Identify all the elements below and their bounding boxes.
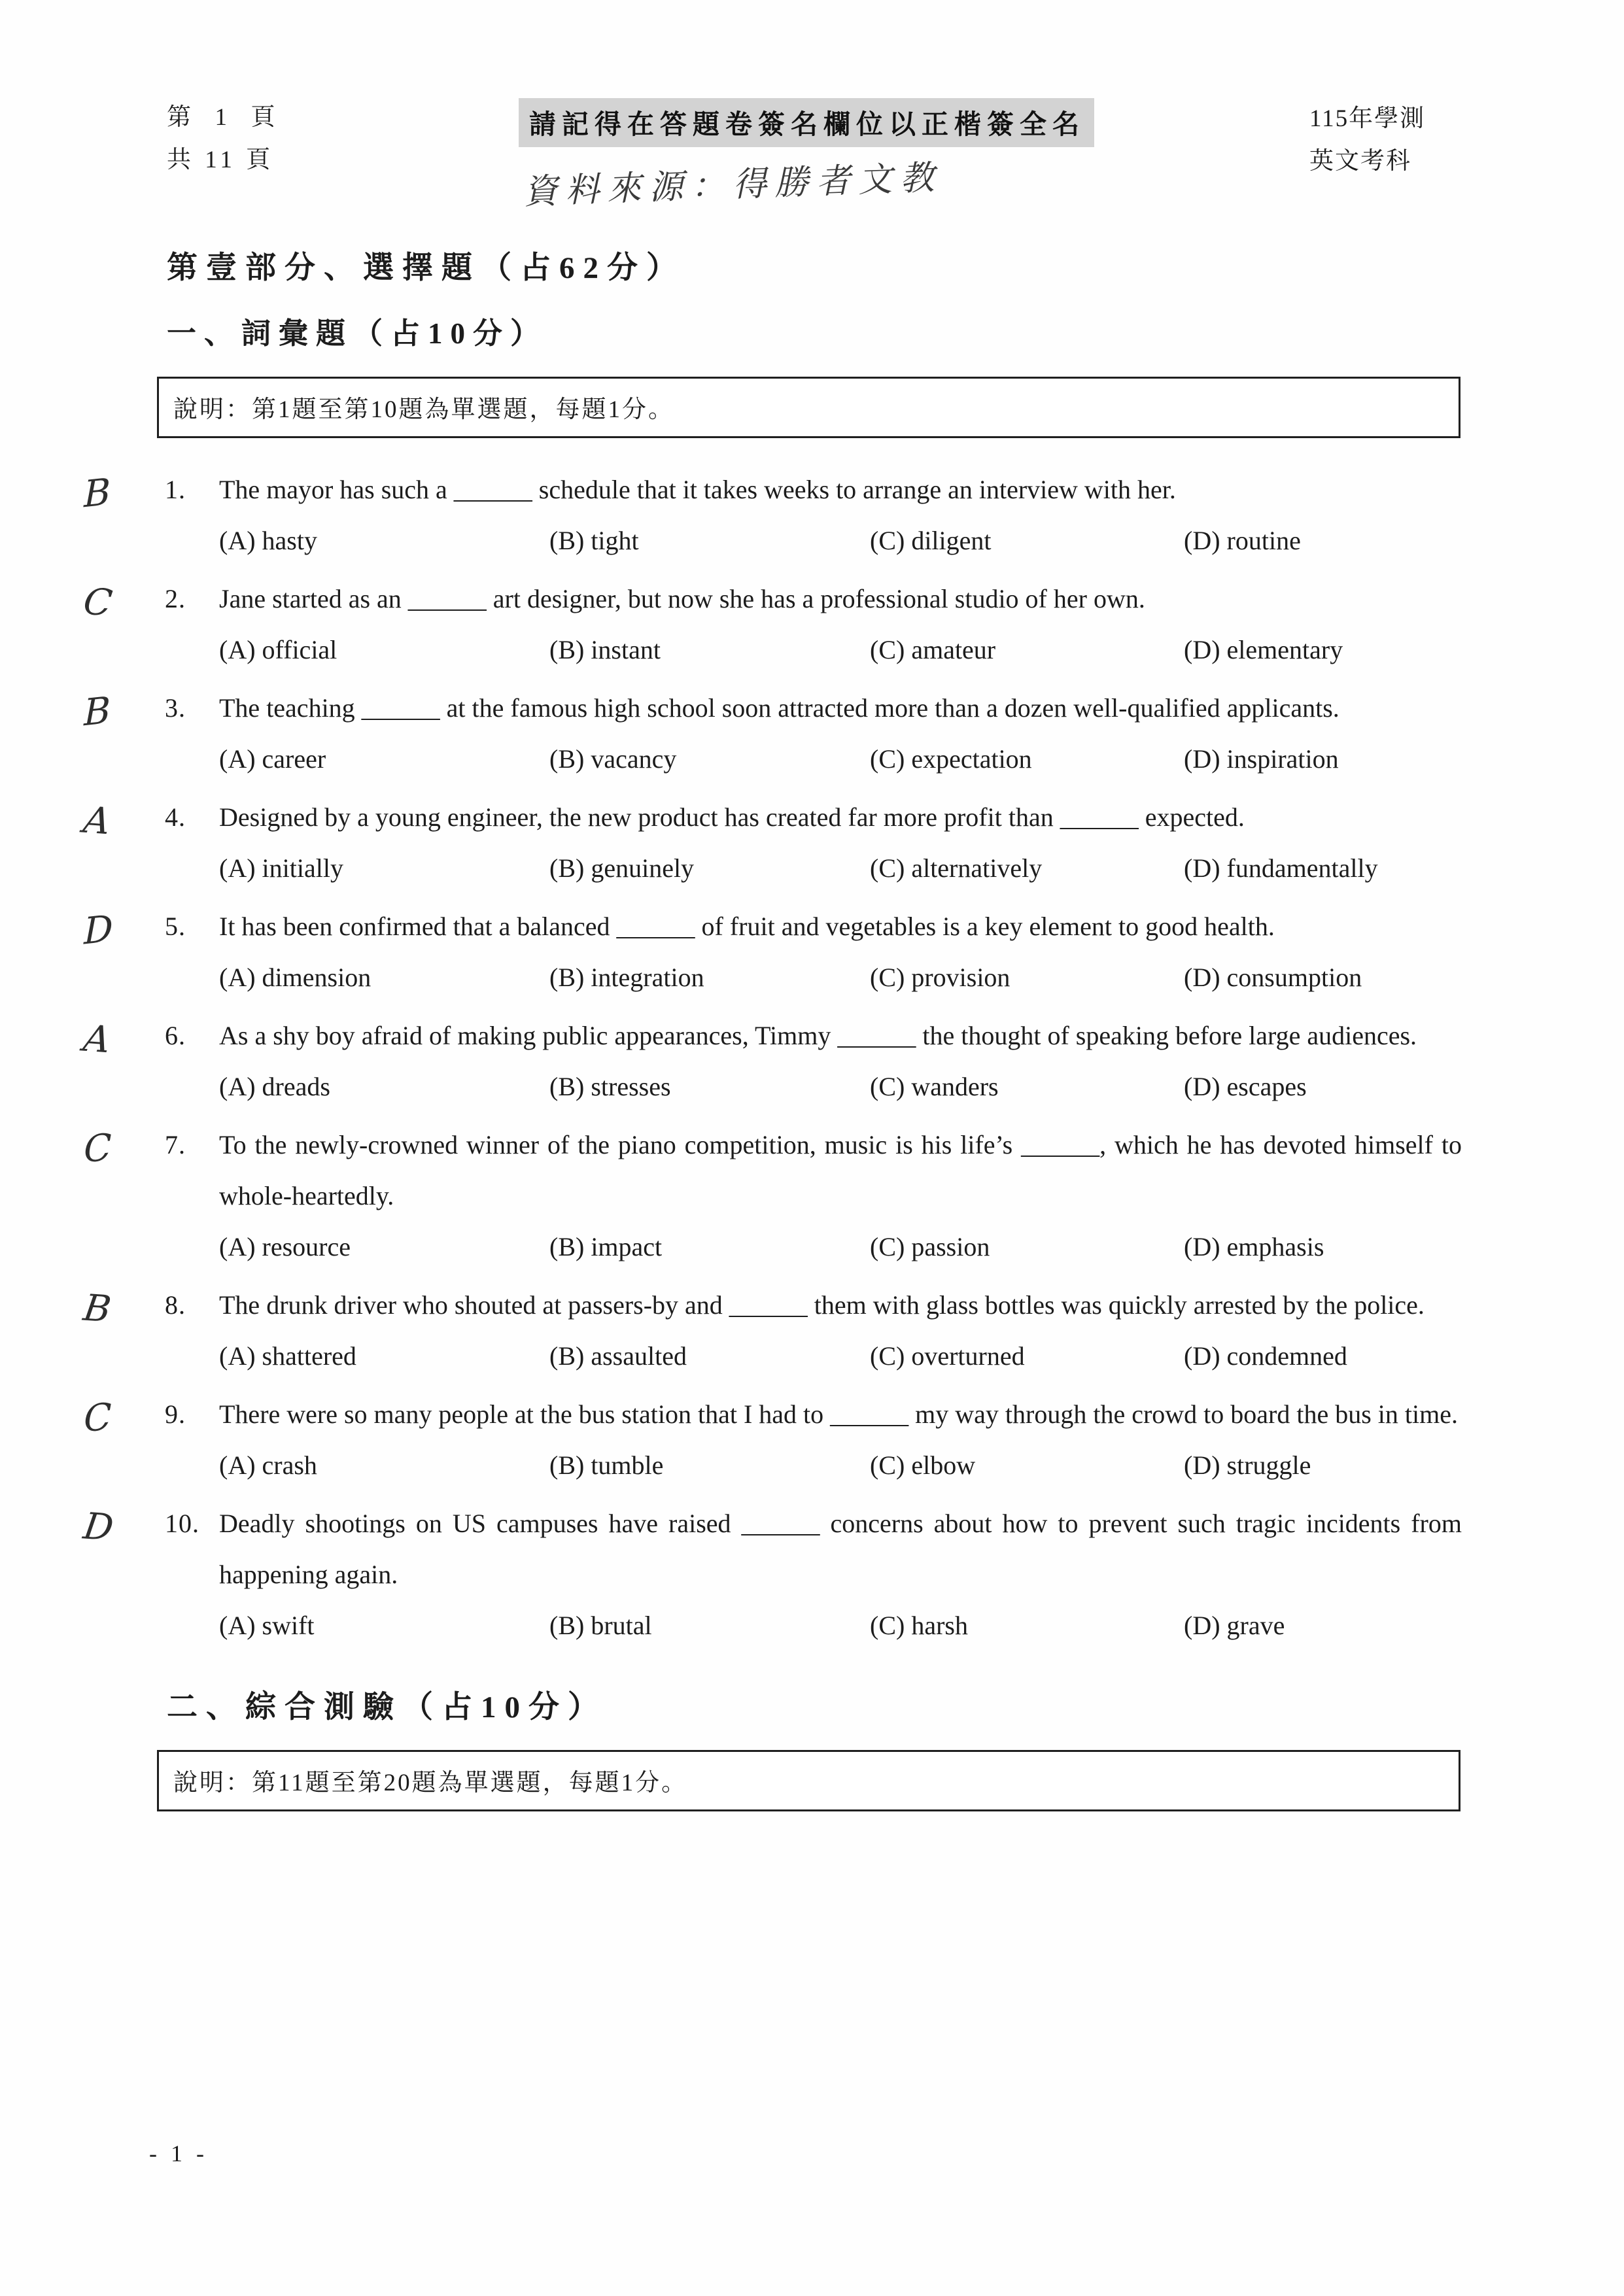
question-number: 5. bbox=[165, 912, 186, 941]
option-c: (C) passion bbox=[870, 1232, 990, 1261]
option-a: (A) career bbox=[219, 744, 326, 774]
option-d: (D) escapes bbox=[1184, 1072, 1307, 1101]
question-stem: The teaching ______ at the famous high school soon attracted more than a dozen well-qualified applicants. bbox=[219, 693, 1339, 723]
option-b: (B) tumble bbox=[549, 1450, 664, 1480]
section1-title: 一、詞彙題（占10分） bbox=[167, 317, 548, 350]
part1-title: 第壹部分、選擇題（占62分） bbox=[167, 251, 685, 285]
question-stem: To the newly-crowned winner of the piano competition, music is his life’s ______, which he has devoted himself to whole-heartedly. bbox=[219, 1130, 1462, 1210]
option-b: (B) brutal bbox=[549, 1611, 652, 1640]
option-a: (A) dreads bbox=[219, 1072, 330, 1101]
option-d: (D) consumption bbox=[1184, 963, 1362, 992]
options-row bbox=[219, 515, 1462, 566]
exam-year-label: 115年學測 bbox=[1309, 105, 1426, 132]
options-row bbox=[219, 1061, 1462, 1112]
options-row bbox=[219, 952, 1462, 1003]
page-count-block bbox=[167, 97, 279, 182]
question-item bbox=[80, 1498, 1462, 1651]
question-number: 3. bbox=[165, 693, 186, 723]
handwritten-answer-mark: C bbox=[80, 580, 115, 625]
option-c: (C) elbow bbox=[870, 1450, 976, 1480]
question-stem: It has been confirmed that a balanced ______ of fruit and vegetables is a key element to good health. bbox=[219, 912, 1275, 941]
question-stem: The drunk driver who shouted at passers-by and ______ them with glass bottles was quickly arrested by the police. bbox=[219, 1290, 1425, 1320]
option-a: (A) dimension bbox=[219, 963, 371, 992]
signature-notice: 請記得在答題卷簽名欄位以正楷簽全名 bbox=[519, 98, 1094, 147]
options-row bbox=[219, 734, 1462, 785]
question-number: 7. bbox=[165, 1130, 186, 1159]
option-b: (B) assaulted bbox=[549, 1341, 687, 1371]
option-a: (A) initially bbox=[219, 853, 343, 883]
option-a: (A) official bbox=[219, 635, 337, 664]
section2-title: 二、綜合測驗（占10分） bbox=[167, 1690, 607, 1724]
options-row bbox=[219, 1222, 1462, 1273]
question-item bbox=[84, 464, 1462, 566]
question-number: 2. bbox=[165, 584, 186, 613]
question-number: 10. bbox=[165, 1509, 199, 1538]
options-row bbox=[219, 1440, 1462, 1491]
page-number-label: 第 1 頁 bbox=[167, 104, 279, 131]
handwritten-answer-mark: D bbox=[84, 907, 113, 953]
option-b: (B) vacancy bbox=[549, 744, 677, 774]
handwritten-answer-mark: A bbox=[80, 1017, 113, 1062]
question-item bbox=[84, 1120, 1462, 1273]
exam-subject-label: 英文考科 bbox=[1309, 147, 1411, 175]
option-a: (A) resource bbox=[219, 1232, 351, 1261]
options-row bbox=[219, 843, 1462, 894]
options-row bbox=[219, 1600, 1462, 1651]
question-stem: Designed by a young engineer, the new product has created far more profit than ______ expected. bbox=[219, 802, 1245, 832]
option-d: (D) grave bbox=[1184, 1611, 1285, 1640]
option-d: (D) routine bbox=[1184, 526, 1301, 555]
option-c: (C) harsh bbox=[870, 1611, 968, 1640]
section2-instruction-box: 說明：第11題至第20題為單選題，每題1分。 bbox=[157, 1750, 1460, 1811]
option-d: (D) emphasis bbox=[1184, 1232, 1324, 1261]
total-pages-label: 共 11 頁 bbox=[167, 146, 275, 173]
question-item bbox=[80, 574, 1462, 676]
question-item bbox=[80, 1010, 1462, 1112]
handwritten-answer-mark: B bbox=[84, 689, 111, 735]
option-d: (D) fundamentally bbox=[1184, 853, 1378, 883]
question-stem: There were so many people at the bus station that I had to ______ my way through the crowd to board the bus in time. bbox=[219, 1399, 1459, 1429]
handwritten-answer-mark: C bbox=[84, 1395, 112, 1441]
handwritten-answer-mark: C bbox=[84, 1125, 112, 1172]
question-stem: As a shy boy afraid of making public appearances, Timmy ______ the thought of speaking before large audiences. bbox=[219, 1021, 1417, 1050]
question-item bbox=[80, 792, 1462, 894]
options-row bbox=[219, 1331, 1462, 1382]
option-c: (C) expectation bbox=[870, 744, 1032, 774]
option-c: (C) alternatively bbox=[870, 853, 1043, 883]
question-item bbox=[84, 901, 1462, 1003]
question-number: 8. bbox=[165, 1290, 186, 1320]
option-c: (C) wanders bbox=[870, 1072, 999, 1101]
option-b: (B) stresses bbox=[549, 1072, 671, 1101]
question-item bbox=[80, 1280, 1462, 1382]
option-c: (C) overturned bbox=[870, 1341, 1025, 1371]
question-number: 1. bbox=[165, 475, 186, 504]
option-b: (B) instant bbox=[549, 635, 661, 664]
content-column bbox=[80, 243, 1462, 1838]
option-a: (A) shattered bbox=[219, 1341, 356, 1371]
option-b: (B) impact bbox=[549, 1232, 663, 1261]
option-a: (A) swift bbox=[219, 1611, 315, 1640]
section1-instruction-box: 說明：第1題至第10題為單選題，每題1分。 bbox=[157, 377, 1460, 438]
option-a: (A) crash bbox=[219, 1450, 317, 1480]
option-c: (C) provision bbox=[870, 963, 1011, 992]
question-number: 4. bbox=[165, 802, 186, 832]
option-b: (B) integration bbox=[549, 963, 704, 992]
handwritten-answer-mark: A bbox=[80, 798, 113, 844]
question-stem: Jane started as an ______ art designer, but now she has a professional studio of her own. bbox=[219, 584, 1145, 613]
question-item bbox=[84, 683, 1462, 785]
handwritten-answer-mark: D bbox=[80, 1505, 116, 1550]
option-c: (C) diligent bbox=[870, 526, 992, 555]
option-d: (D) condemned bbox=[1184, 1341, 1347, 1371]
question-number: 9. bbox=[165, 1399, 186, 1429]
option-b: (B) genuinely bbox=[549, 853, 695, 883]
question-stem: The mayor has such a ______ schedule that it takes weeks to arrange an interview with her. bbox=[219, 475, 1176, 504]
option-d: (D) struggle bbox=[1184, 1450, 1311, 1480]
question-stem: Deadly shootings on US campuses have raised ______ concerns about how to prevent such tragic incidents from happening again. bbox=[219, 1509, 1462, 1589]
exam-id-block bbox=[1309, 98, 1425, 183]
option-d: (D) inspiration bbox=[1184, 744, 1339, 774]
option-c: (C) amateur bbox=[870, 635, 996, 664]
handwritten-answer-mark: B bbox=[80, 1286, 114, 1331]
handwritten-answer-mark: B bbox=[84, 470, 111, 517]
option-d: (D) elementary bbox=[1184, 635, 1343, 664]
question-list bbox=[80, 464, 1462, 1651]
question-number: 6. bbox=[165, 1021, 186, 1050]
option-b: (B) tight bbox=[549, 526, 639, 555]
option-a: (A) hasty bbox=[219, 526, 317, 555]
options-row bbox=[219, 625, 1462, 676]
footer-page-number: - 1 - bbox=[149, 2140, 208, 2167]
question-item bbox=[84, 1389, 1462, 1491]
handwritten-source-note: 資料來源：得勝者文教 bbox=[523, 158, 943, 213]
